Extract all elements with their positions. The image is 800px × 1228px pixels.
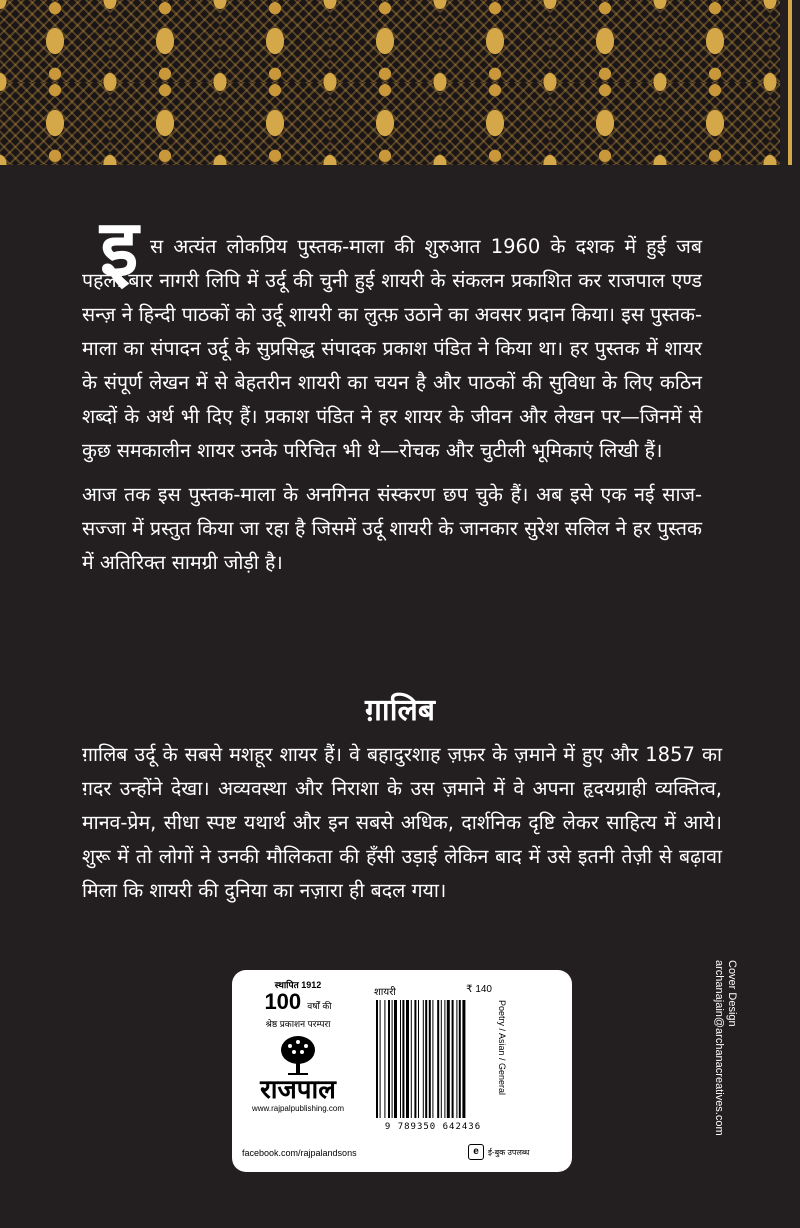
price-label: ₹ 140 [466,984,492,995]
years-text: वर्षों की [307,1001,332,1011]
genre-label: शायरी [374,987,396,998]
centenary-mark [238,991,358,1017]
barcode-bar [380,1000,381,1118]
isbn-barcode [374,1000,492,1118]
barcode-bar [444,1000,445,1118]
credit-email: archanajain@archanacreatives.com [713,960,725,1136]
barcode-bar [447,1000,450,1118]
tree-logo-icon [278,1034,318,1076]
intro-paragraph-1: स अत्यंत लोकप्रिय पुस्तक-माला की शुरुआत 1960 के दशक में हुई जब पहली बार नागरी लिपि में उर्दू की चुनी हुई शायरी के संकलन प्रकाशित कर राजपाल एण्ड सन्ज़ ने हिन्दी पाठकों को उर्दू शायरी का लुत्फ़ उठाने का अवसर प्रदान किया। इस पुस्तक-माला का संपादन उर्दू के सुप्रसिद्ध संपादक प्रकाश पंडित ने किया था। हर पुस्तक में शायर के संपूर्ण लेखन में से बेहतरीन शायरी का चयन है और पाठकों की सुविधा के लिए कठिन शब्दों के अर्थ भी दिए हैं। प्रकाश पंडित ने हर शायर के जीवन और लेखन पर—जिनमें से कुछ समकालीन शायर उनके परिचित भी थे—रोचक और चुटीली भूमिकाएं लिखी हैं। [82,235,702,462]
hundred-number: 100 [264,989,302,1014]
barcode-bar [423,1000,424,1118]
poet-bio: ग़ालिब उर्दू के सबसे मशहूर शायर हैं। वे बहादुरशाह ज़फ़र के ज़माने में हुए और 1857 का ग़दर उन्होंने देखा। अव्यवस्था और निराशा के उस ज़माने में वे अपना हृदयग्राही व्यक्तित्व, मानव-प्रेम, सीधा स्पष्ट यथार्थ और इन सबसे अधिक, दार्शनिक दृष्टि लेकर साहित्य में आये। शुरू में तो लोगों ने उनकी मौलिकता की हँसी उड़ाई लेकिन बाद में उसे इतनी तेज़ी से बढ़ावा मिला कि शायरी की दुनिया का नज़ारा ही बदल गया। [82,743,722,902]
established-text: स्थापित 1912 [274,980,322,990]
publisher-brand: राजपाल [260,1075,336,1105]
barcode-header [374,984,492,998]
publisher-barcode-sticker [232,970,572,1172]
poet-title: ग़ालिब [365,693,435,728]
barcode-bar [388,1000,390,1118]
barcode-bar [441,1000,442,1118]
damask-pattern-band [0,0,780,165]
gold-edge-rule [788,0,792,165]
ebook-available [468,1144,529,1160]
barcode-bar [425,1000,427,1118]
facebook-handle: facebook.com/rajpalandsons [242,1148,357,1158]
barcode-bar [411,1000,412,1118]
barcode-bar [452,1000,454,1118]
cover-design-credit [713,960,740,1220]
barcode-bar [432,1000,433,1118]
barcode-bar [376,1000,378,1118]
intro-text [82,230,702,590]
barcode-bar [414,1000,416,1118]
barcode-bar [384,1000,385,1118]
barcode-bar [459,1000,461,1118]
barcode-bar [429,1000,431,1118]
barcode-bar [462,1000,465,1118]
ebook-label: ई-बुक उपलब्ध [488,1147,530,1157]
ebook-icon: e [468,1144,484,1160]
category-text: Poetry / Asian / General [497,1000,507,1096]
barcode-bar [400,1000,401,1118]
barcode-bar [392,1000,393,1118]
publisher-block [238,978,358,1113]
intro-paragraph-2: आज तक इस पुस्तक-माला के अनगिनत संस्करण छप चुके हैं। अब इसे एक नई साज-सज्जा में प्रस्तुत किया जा रहा है जिसमें उर्दू शायरी के जानकार सुरेश सलिल ने हर पुस्तक में अतिरिक्त सामग्री जोड़ी है। [82,483,702,574]
barcode-bar [406,1000,409,1118]
tagline-text: श्रेष्ठ प्रकाशन परम्परा [265,1019,331,1029]
barcode-bar [418,1000,419,1118]
drop-cap: इ [100,203,139,294]
publisher-website: www.rajpalpublishing.com [251,1104,345,1113]
barcode-bar [402,1000,404,1118]
category-label [494,1000,510,1140]
barcode-bar [394,1000,397,1118]
credit-label: Cover Design [726,960,738,1027]
isbn-number: 9 789350 642436 [384,1122,482,1132]
barcode-bar [456,1000,457,1118]
barcode-bar [437,1000,439,1118]
